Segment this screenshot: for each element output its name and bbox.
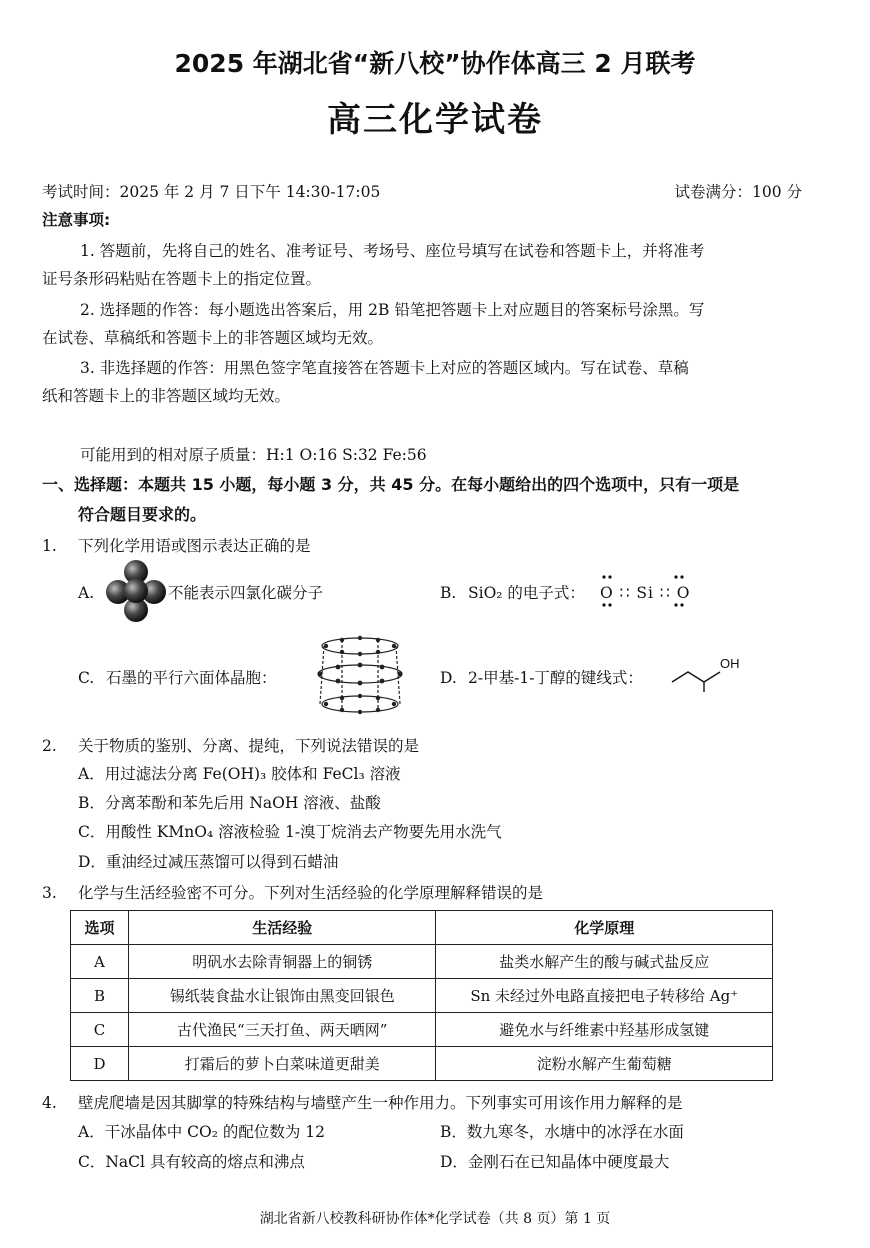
q1-number: 1.: [42, 537, 57, 555]
table-header-cell: 化学原理: [436, 911, 773, 945]
note-1-line-1: 1. 答题前，先将自己的姓名、准考证号、考场号、座位号填写在试卷和答题卡上，并将准考: [80, 242, 705, 260]
note-1-line-2: 证号条形码粘贴在答题卡上的指定位置。: [42, 270, 322, 288]
q4-option-b: B．数九寒冬，水塘中的冰浮在水面: [440, 1123, 684, 1141]
table-cell: C: [71, 1013, 129, 1047]
section-1-heading: 一、选择题：本题共 15 小题，每小题 3 分，共 45 分。在每小题给出的四个选项中，只有一项是: [42, 475, 740, 494]
q2-option-b: B．分离苯酚和苯先后用 NaOH 溶液、盐酸: [78, 794, 381, 812]
table-row: [71, 945, 773, 979]
q3-number: 3.: [42, 884, 57, 902]
full-score: 试卷满分：100 分: [674, 183, 802, 201]
q1-d-text: 2-甲基-1-丁醇的键线式：: [468, 669, 643, 687]
q2-number: 2.: [42, 737, 57, 755]
q2-option-c: C．用酸性 KMnO₄ 溶液检验 1-溴丁烷消去产物要先用水洗气: [78, 823, 502, 841]
table-header-cell: 生活经验: [128, 911, 436, 945]
note-2-line-2: 在试卷、草稿纸和答题卡上的非答题区域均无效。: [42, 329, 384, 347]
table-cell: 打霜后的萝卜白菜味道更甜美: [128, 1047, 436, 1081]
table-cell: D: [71, 1047, 129, 1081]
oh-label: OH: [720, 656, 740, 671]
q4-option-a: A．干冰晶体中 CO₂ 的配位数为 12: [78, 1123, 325, 1141]
space-filling-model-icon: [104, 560, 168, 624]
table-cell: Sn 未经过外电路直接把电子转移给 Ag⁺: [436, 979, 773, 1013]
lone-pair-dots: [598, 574, 690, 610]
sio2-electron-formula: O ∷ Si ∷ O: [600, 584, 691, 602]
q2-stem: 关于物质的鉴别、分离、提纯，下列说法错误的是: [78, 737, 420, 755]
table-cell: 锡纸装食盐水让银饰由黑变回银色: [128, 979, 436, 1013]
note-3-line-1: 3. 非选择题的作答：用黑色签字笔直接答在答题卡上对应的答题区域内。写在试卷、草稿: [80, 359, 689, 377]
q3-table: [70, 910, 773, 1081]
q3-stem: 化学与生活经验密不可分。下列对生活经验的化学原理解释错误的是: [78, 884, 544, 902]
table-cell: 避免水与纤维素中羟基形成氢键: [436, 1013, 773, 1047]
q1-b-text: SiO₂ 的电子式：: [468, 584, 585, 602]
section-1-heading-cont: 符合题目要求的。: [78, 505, 207, 524]
table-cell: B: [71, 979, 129, 1013]
table-cell: 古代渔民“三天打鱼、两天晒网”: [128, 1013, 436, 1047]
table-cell: 明矾水去除青铜器上的铜锈: [128, 945, 436, 979]
q1-b-label: B.: [440, 584, 457, 602]
table-header-cell: 选项: [71, 911, 129, 945]
atomic-masses: 可能用到的相对原子质量：H:1 O:16 S:32 Fe:56: [80, 446, 427, 464]
q1-c-label: C.: [78, 669, 95, 687]
q1-stem: 下列化学用语或图示表达正确的是: [78, 537, 311, 555]
table-cell: 盐类水解产生的酸与碱式盐反应: [436, 945, 773, 979]
paper-title: 高三化学试卷: [327, 100, 543, 140]
table-row: [71, 1047, 773, 1081]
exam-title: 2025 年湖北省“新八校”协作体高三 2 月联考: [174, 49, 696, 78]
q4-stem: 壁虎爬墙是因其脚掌的特殊结构与墙壁产生一种作用力。下列事实可用该作用力解释的是: [78, 1094, 683, 1112]
q1-d-label: D.: [440, 669, 457, 687]
skeletal-formula-icon: [668, 654, 748, 694]
q4-option-d: D．金刚石在已知晶体中硬度最大: [440, 1153, 670, 1171]
table-cell: A: [71, 945, 129, 979]
graphite-unit-cell-icon: [312, 632, 408, 718]
q2-option-a: A．用过滤法分离 Fe(OH)₃ 胶体和 FeCl₃ 溶液: [78, 765, 401, 783]
notes-heading: 注意事项:: [42, 211, 111, 229]
q4-option-c: C．NaCl 具有较高的熔点和沸点: [78, 1153, 305, 1171]
page-footer: 湖北省新八校教科研协作体*化学试卷（共 8 页）第 1 页: [259, 1211, 611, 1227]
table-row: [71, 1013, 773, 1047]
note-3-line-2: 纸和答题卡上的非答题区域均无效。: [42, 387, 291, 405]
note-2-line-1: 2. 选择题的作答：每小题选出答案后，用 2B 铅笔把答题卡上对应题目的答案标号涂黑。写: [80, 301, 705, 319]
exam-time: 考试时间：2025 年 2 月 7 日下午 14:30-17:05: [42, 183, 381, 201]
q1-c-text: 石墨的平行六面体晶胞：: [106, 669, 277, 687]
q1-a-text: 不能表示四氯化碳分子: [168, 584, 324, 602]
q4-number: 4.: [42, 1094, 57, 1112]
table-header-row: [71, 911, 773, 945]
q2-option-d: D．重油经过减压蒸馏可以得到石蜡油: [78, 853, 339, 871]
table-cell: 淀粉水解产生葡萄糖: [436, 1047, 773, 1081]
table-row: [71, 979, 773, 1013]
q1-a-label: A.: [78, 584, 95, 602]
